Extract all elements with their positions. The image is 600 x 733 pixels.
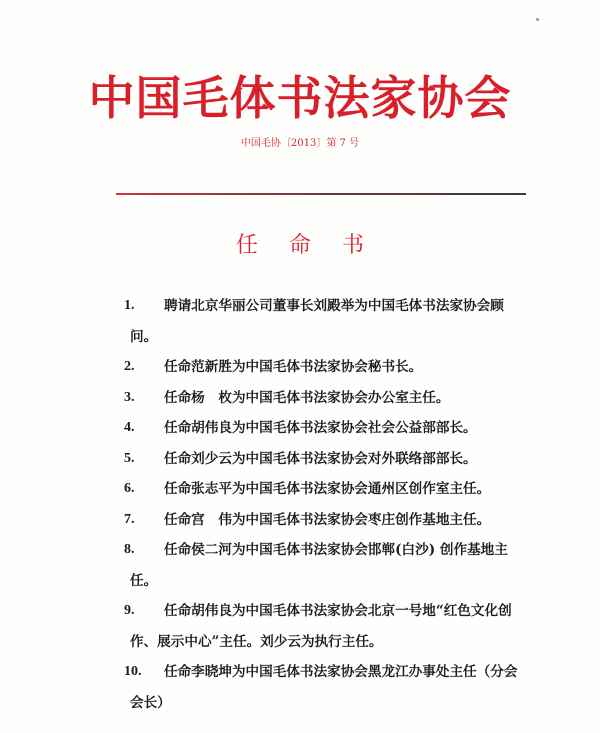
list-item — [124, 596, 534, 657]
scan-speck — [536, 18, 539, 21]
document-number: 中国毛协〔2013〕第 7 号 — [240, 138, 360, 149]
appointment-list — [124, 291, 534, 718]
item-number: 2. — [124, 359, 135, 374]
document-heading: 任 命 书 — [236, 233, 376, 258]
item-number: 9. — [124, 603, 135, 618]
list-item — [124, 474, 534, 505]
item-text: 任命胡伟良为中国毛体书法家协会社会公益部部长。 — [164, 420, 477, 436]
item-text-continuation: 任。 — [130, 572, 158, 589]
item-text: 任命李晓坤为中国毛体书法家协会黑龙江办事处主任（分会 — [164, 664, 518, 680]
item-number: 1. — [124, 298, 135, 313]
list-item — [124, 291, 534, 352]
item-number: 3. — [124, 389, 135, 405]
item-text-continuation: 会长） — [130, 694, 171, 711]
list-item — [124, 505, 534, 536]
item-text: 任命张志平为中国毛体书法家协会通州区创作室主任。 — [164, 481, 491, 497]
item-number: 6. — [124, 481, 135, 496]
list-item — [124, 352, 534, 383]
item-number: 7. — [124, 511, 135, 527]
item-text-continuation: 问。 — [130, 328, 158, 345]
header-divider — [116, 193, 526, 195]
item-number: 4. — [124, 420, 135, 435]
item-number: 5. — [124, 450, 135, 466]
item-number: 8. — [124, 542, 135, 557]
item-text: 任命胡伟良为中国毛体书法家协会北京一号地“红色文化创 — [164, 603, 512, 619]
list-item — [124, 444, 534, 475]
item-text: 任命侯二河为中国毛体书法家协会邯郸(白沙) 创作基地主 — [164, 542, 508, 558]
list-item — [124, 413, 534, 444]
item-text-continuation: 作、展示中心”主任。刘少云为执行主任。 — [130, 633, 383, 650]
item-text: 聘请北京华丽公司董事长刘殿举为中国毛体书法家协会顾 — [164, 298, 504, 314]
item-text: 任命杨 枚为中国毛体书法家协会办公室主任。 — [164, 389, 450, 406]
organization-title: 中国毛体书法家协会 — [88, 71, 512, 125]
item-text: 任命范新胜为中国毛体书法家协会秘书长。 — [164, 359, 423, 375]
item-text: 任命刘少云为中国毛体书法家协会对外联络部部长。 — [164, 450, 477, 467]
item-text: 任命宫 伟为中国毛体书法家协会枣庄创作基地主任。 — [164, 511, 491, 528]
list-item — [124, 535, 534, 596]
list-item — [124, 383, 534, 414]
list-item — [124, 657, 534, 718]
item-number: 10. — [124, 664, 142, 679]
